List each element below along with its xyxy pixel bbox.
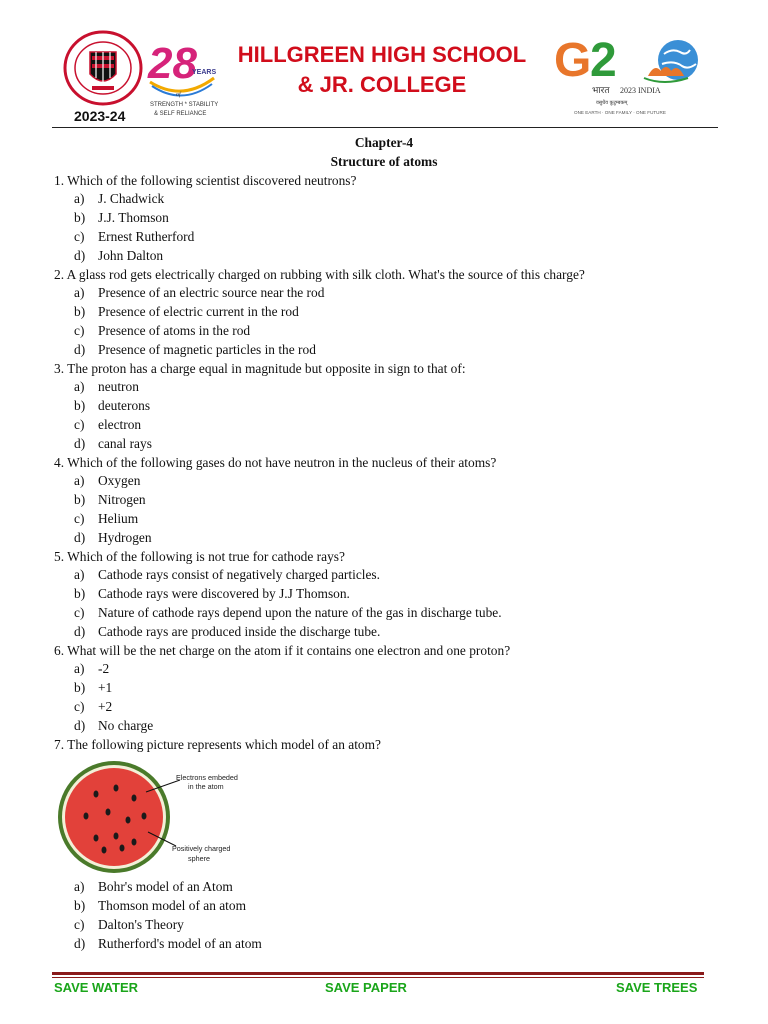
option-letter: b)	[74, 398, 86, 414]
school-crest-logo	[62, 30, 144, 106]
option-item	[54, 935, 714, 954]
option-text: Rutherford's model of an atom	[98, 935, 262, 951]
figure-label-sphere-2: sphere	[188, 854, 210, 864]
option-item	[54, 566, 714, 585]
option-list	[54, 472, 714, 547]
g20-year: 2023 INDIA	[620, 86, 661, 95]
option-item	[54, 209, 714, 228]
option-letter: d)	[74, 623, 86, 639]
option-letter: a)	[74, 567, 85, 583]
footer-divider-thick	[52, 972, 704, 975]
school-name	[222, 40, 542, 100]
option-letter: a)	[74, 661, 85, 677]
option-text: Cathode rays are produced inside the discharge tube.	[98, 623, 381, 639]
option-text: Cathode rays consist of negatively charged particles.	[98, 567, 380, 583]
option-letter: d)	[74, 529, 86, 545]
option-item	[54, 717, 714, 736]
option-item	[54, 623, 714, 642]
g20-hindi-motto: वसुधैव कुटुम्बकम्	[596, 100, 628, 106]
option-item	[54, 322, 714, 341]
school-name-line-1: HILLGREEN HIGH SCHOOL	[237, 42, 527, 67]
option-text: neutron	[98, 379, 139, 395]
question-block	[54, 360, 714, 454]
option-letter: a)	[74, 879, 85, 895]
option-item	[54, 698, 714, 717]
option-item	[54, 916, 714, 935]
document-body	[54, 134, 714, 953]
option-text: Presence of magnetic particles in the rod	[98, 341, 316, 357]
chapter-number: Chapter-4	[354, 135, 414, 150]
option-item	[54, 397, 714, 416]
option-letter: c)	[74, 698, 85, 714]
option-item	[54, 416, 714, 435]
option-letter: a)	[74, 473, 85, 489]
option-item	[54, 190, 714, 209]
option-text: Cathode rays were discovered by J.J Thomson.	[98, 586, 350, 602]
anniversary-logo	[146, 32, 218, 120]
option-text: Nitrogen	[98, 492, 146, 508]
option-letter: a)	[74, 379, 85, 395]
option-letter: b)	[74, 586, 86, 602]
option-item	[54, 529, 714, 548]
option-text: +2	[98, 698, 113, 714]
figure-label-electrons-2: in the atom	[188, 782, 224, 792]
option-item	[54, 897, 714, 916]
figure-label-electrons: Electrons embeded	[176, 773, 238, 783]
option-list	[54, 190, 714, 265]
svg-text:G: G	[554, 34, 592, 87]
option-item	[54, 660, 714, 679]
option-item	[54, 491, 714, 510]
option-letter: d)	[74, 341, 86, 357]
svg-text:2: 2	[590, 34, 617, 87]
option-letter: a)	[74, 285, 85, 301]
option-letter: b)	[74, 898, 86, 914]
option-item	[54, 378, 714, 397]
option-letter: b)	[74, 680, 86, 696]
question-block	[54, 548, 714, 642]
option-text: Bohr's model of an Atom	[98, 879, 233, 895]
watermelon-image	[56, 758, 246, 876]
option-letter: b)	[74, 492, 86, 508]
anniversary-years: YEARS	[192, 69, 217, 76]
question-block	[54, 454, 714, 548]
option-item	[54, 435, 714, 454]
option-text: Hydrogen	[98, 529, 152, 545]
option-letter: c)	[74, 510, 85, 526]
option-list	[54, 378, 714, 453]
option-text: Presence of atoms in the rod	[98, 322, 251, 338]
g20-motto: ONE EARTH · ONE FAMILY · ONE FUTURE	[574, 110, 666, 115]
question-text: 1. Which of the following scientist discovered neutrons?	[54, 172, 357, 188]
question-block	[54, 736, 714, 954]
option-text: J. Chadwick	[98, 191, 165, 207]
option-item	[54, 510, 714, 529]
option-letter: d)	[74, 717, 86, 733]
option-item	[54, 284, 714, 303]
option-list	[54, 660, 714, 735]
question-text: 7. The following picture represents which model of an atom?	[54, 736, 381, 752]
option-letter: d)	[74, 247, 86, 263]
option-text: electron	[98, 416, 142, 432]
footer-save-paper: SAVE PAPER	[325, 980, 407, 995]
option-item	[54, 247, 714, 266]
option-text: John Dalton	[98, 247, 164, 263]
question-list	[54, 172, 714, 954]
option-list	[54, 566, 714, 641]
option-letter: a)	[74, 191, 85, 207]
footer-save-trees: SAVE TREES	[616, 980, 698, 995]
option-text: J.J. Thomson	[98, 210, 169, 226]
option-text: Oxygen	[98, 473, 141, 489]
option-letter: c)	[74, 604, 85, 620]
option-text: No charge	[98, 717, 154, 733]
figure-label-sphere: Positively charged	[172, 844, 231, 854]
question-text: 2. A glass rod gets electrically charged on rubbing with silk cloth. What's the source of this charge?	[54, 266, 585, 282]
option-list	[54, 878, 714, 953]
footer-save-water: SAVE WATER	[54, 980, 139, 995]
option-letter: c)	[74, 416, 85, 432]
option-item	[54, 228, 714, 247]
option-item	[54, 679, 714, 698]
option-letter: b)	[74, 210, 86, 226]
school-name-line-2: & JR. COLLEGE	[297, 72, 467, 97]
option-item	[54, 472, 714, 491]
option-letter: c)	[74, 228, 85, 244]
page-header	[0, 0, 768, 128]
watermelon-model-figure	[56, 758, 246, 876]
anniversary-of: of	[176, 92, 181, 98]
academic-year: 2023-24	[74, 108, 126, 124]
option-text: +1	[98, 680, 113, 696]
option-text: canal rays	[98, 435, 152, 451]
footer-divider-thin	[52, 977, 704, 978]
question-block	[54, 172, 714, 266]
anniversary-tagline-1: STRENGTH * STABILITY	[150, 102, 218, 108]
option-text: Helium	[98, 510, 139, 526]
g20-logo	[552, 30, 712, 120]
option-item	[54, 878, 714, 897]
option-letter: c)	[74, 322, 85, 338]
header-divider	[52, 127, 718, 128]
option-text: Thomson model of an atom	[98, 898, 247, 914]
option-item	[54, 341, 714, 360]
question-text: 6. What will be the net charge on the atom if it contains one electron and one proton?	[54, 642, 511, 658]
option-item	[54, 303, 714, 322]
option-letter: d)	[74, 435, 86, 451]
question-text: 5. Which of the following is not true for cathode rays?	[54, 548, 345, 564]
option-text: Ernest Rutherford	[98, 228, 195, 244]
option-text: Nature of cathode rays depend upon the nature of the gas in discharge tube.	[98, 604, 502, 620]
question-text: 4. Which of the following gases do not have neutron in the nucleus of their atoms?	[54, 454, 497, 470]
option-letter: d)	[74, 935, 86, 951]
option-letter: c)	[74, 916, 85, 932]
option-text: Presence of electric current in the rod	[98, 304, 299, 320]
option-text: Dalton's Theory	[98, 916, 184, 932]
question-text: 3. The proton has a charge equal in magnitude but opposite in sign to that of:	[54, 360, 466, 376]
option-item	[54, 604, 714, 623]
option-text: deuterons	[98, 398, 151, 414]
option-list	[54, 284, 714, 359]
anniversary-number: 28	[148, 39, 197, 88]
g20-bharat: भारत	[592, 86, 610, 96]
option-item	[54, 585, 714, 604]
option-text: Presence of an electric source near the rod	[98, 285, 325, 301]
question-block	[54, 642, 714, 736]
chapter-title: Structure of atoms	[330, 153, 438, 169]
anniversary-tagline-2: & SELF RELIANCE	[154, 111, 207, 117]
option-letter: b)	[74, 304, 86, 320]
option-text: -2	[98, 661, 110, 677]
question-block	[54, 266, 714, 360]
